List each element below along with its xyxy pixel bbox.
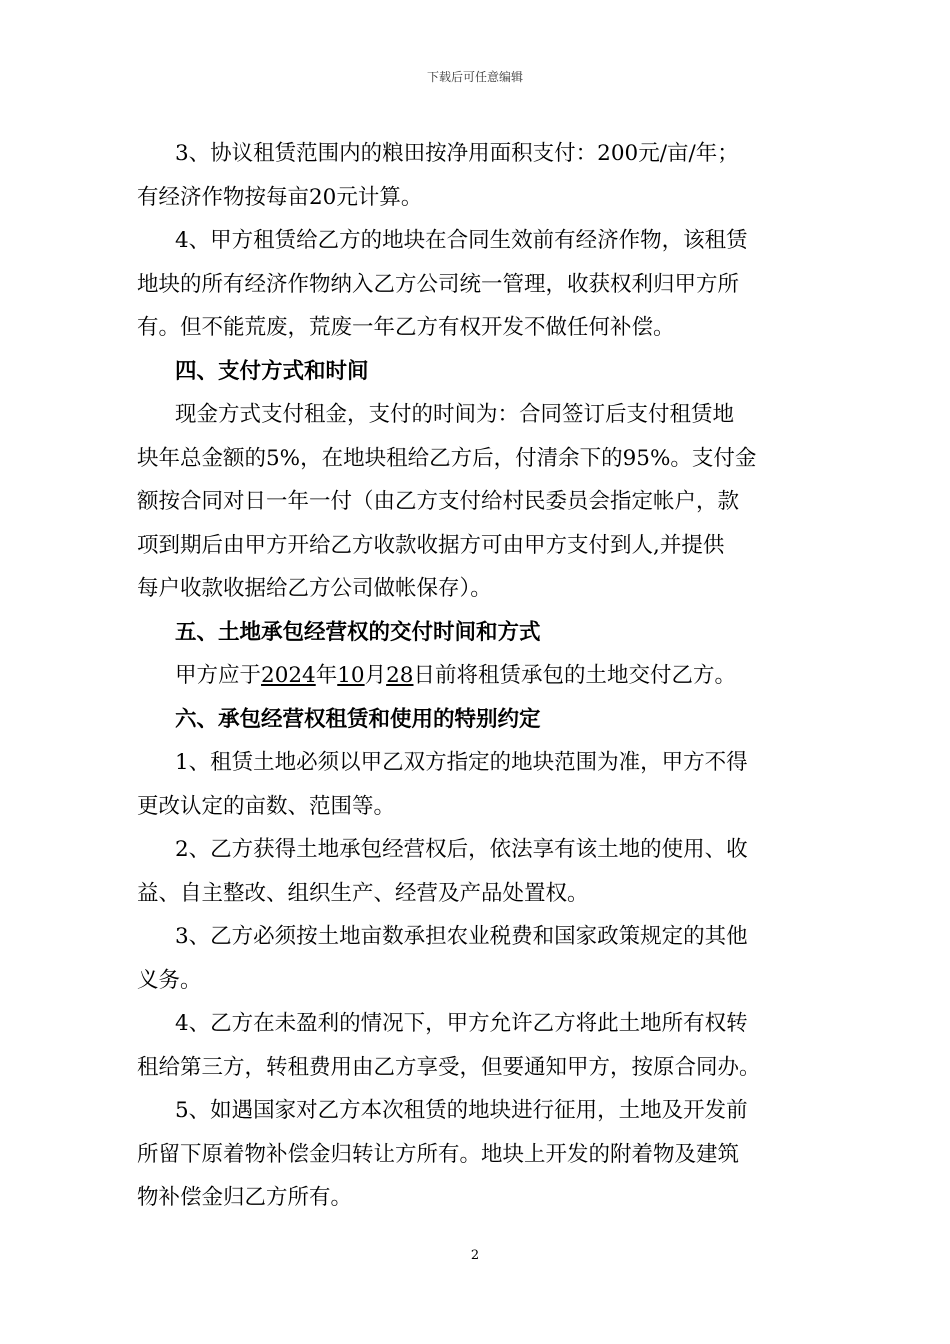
section-6-item-5-line-3: 物补偿金归乙方所有。 [137, 1185, 353, 1210]
delivery-day: 28 [386, 663, 414, 688]
clause-4-line-3: 有。但不能荒废，荒废一年乙方有权开发不做任何补偿。 [137, 315, 675, 340]
clause-3-line-2: 有经济作物按每亩20元计算。 [137, 184, 423, 210]
section-6-item-1-line-1: 1、租赁土地必须以甲乙双方指定的地块范围为准，甲方不得 [175, 750, 748, 775]
section-5-delivery-line [137, 654, 827, 698]
document-body [137, 132, 827, 1220]
section-4-line-2: 块年总金额的5%，在地块租给乙方后，付清余下的95%。支付金 [137, 445, 757, 471]
delivery-month: 10 [337, 663, 365, 688]
delivery-month-unit: 月 [364, 663, 387, 688]
section-5-heading: 五、土地承包经营权的交付时间和方式 [175, 619, 541, 645]
section-6-item-2-line-2: 益、自主整改、组织生产、经营及产品处置权。 [137, 880, 589, 906]
page-header-note: 下载后可任意编辑 [426, 70, 523, 84]
delivery-year: 2024 [261, 663, 316, 688]
section-6-item-4-line-1: 4、乙方在未盈利的情况下，甲方允许乙方将此土地所有权转 [175, 1011, 748, 1036]
section-6-item-1-line-2: 更改认定的亩数、范围等。 [137, 793, 396, 819]
delivery-prefix: 甲方应于 [175, 663, 262, 688]
section-6-item-3-line-2: 义务。 [137, 967, 202, 993]
section-4-heading: 四、支付方式和时间 [175, 358, 369, 384]
section-4-line-5: 每户收款收据给乙方公司做帐保存）。 [137, 576, 492, 601]
section-4-line-3: 额按合同对日一年一付（由乙方支付给村民委员会指定帐户，款 [137, 489, 740, 514]
section-4-line-4: 项到期后由甲方开给乙方收款收据方可由甲方支付到人,并提供 [137, 532, 725, 558]
clause-4-line-2: 地块的所有经济作物纳入乙方公司统一管理，收获权利归甲方所 [137, 271, 740, 297]
page-number: 2 [470, 1248, 480, 1263]
section-6-heading: 六、承包经营权租赁和使用的特别约定 [175, 706, 541, 732]
clause-3-line-1: 3、协议租赁范围内的粮田按净用面积支付：200元/亩/年； [175, 141, 739, 166]
section-6-item-3-line-1: 3、乙方必须按土地亩数承担农业税费和国家政策规定的其他 [175, 924, 748, 949]
clause-4-line-1: 4、甲方租赁给乙方的地块在合同生效前有经济作物，该租赁 [175, 228, 748, 253]
section-6-item-5-line-2: 所留下原着物补偿金归转让方所有。地块上开发的附着物及建筑 [137, 1141, 740, 1167]
section-6-item-2-line-1: 2、乙方获得土地承包经营权后，依法享有该土地的使用、收 [175, 837, 748, 862]
section-6-item-5-line-1: 5、如遇国家对乙方本次租赁的地块进行征用，土地及开发前 [175, 1098, 748, 1123]
section-6-item-4-line-2: 租给第三方，转租费用由乙方享受，但要通知甲方，按原合同办。 [137, 1054, 761, 1080]
delivery-suffix: 日前将租赁承包的土地交付乙方。 [413, 663, 736, 688]
section-4-line-1: 现金方式支付租金，支付的时间为：合同签订后支付租赁地 [175, 402, 735, 427]
delivery-year-unit: 年 [315, 663, 338, 688]
